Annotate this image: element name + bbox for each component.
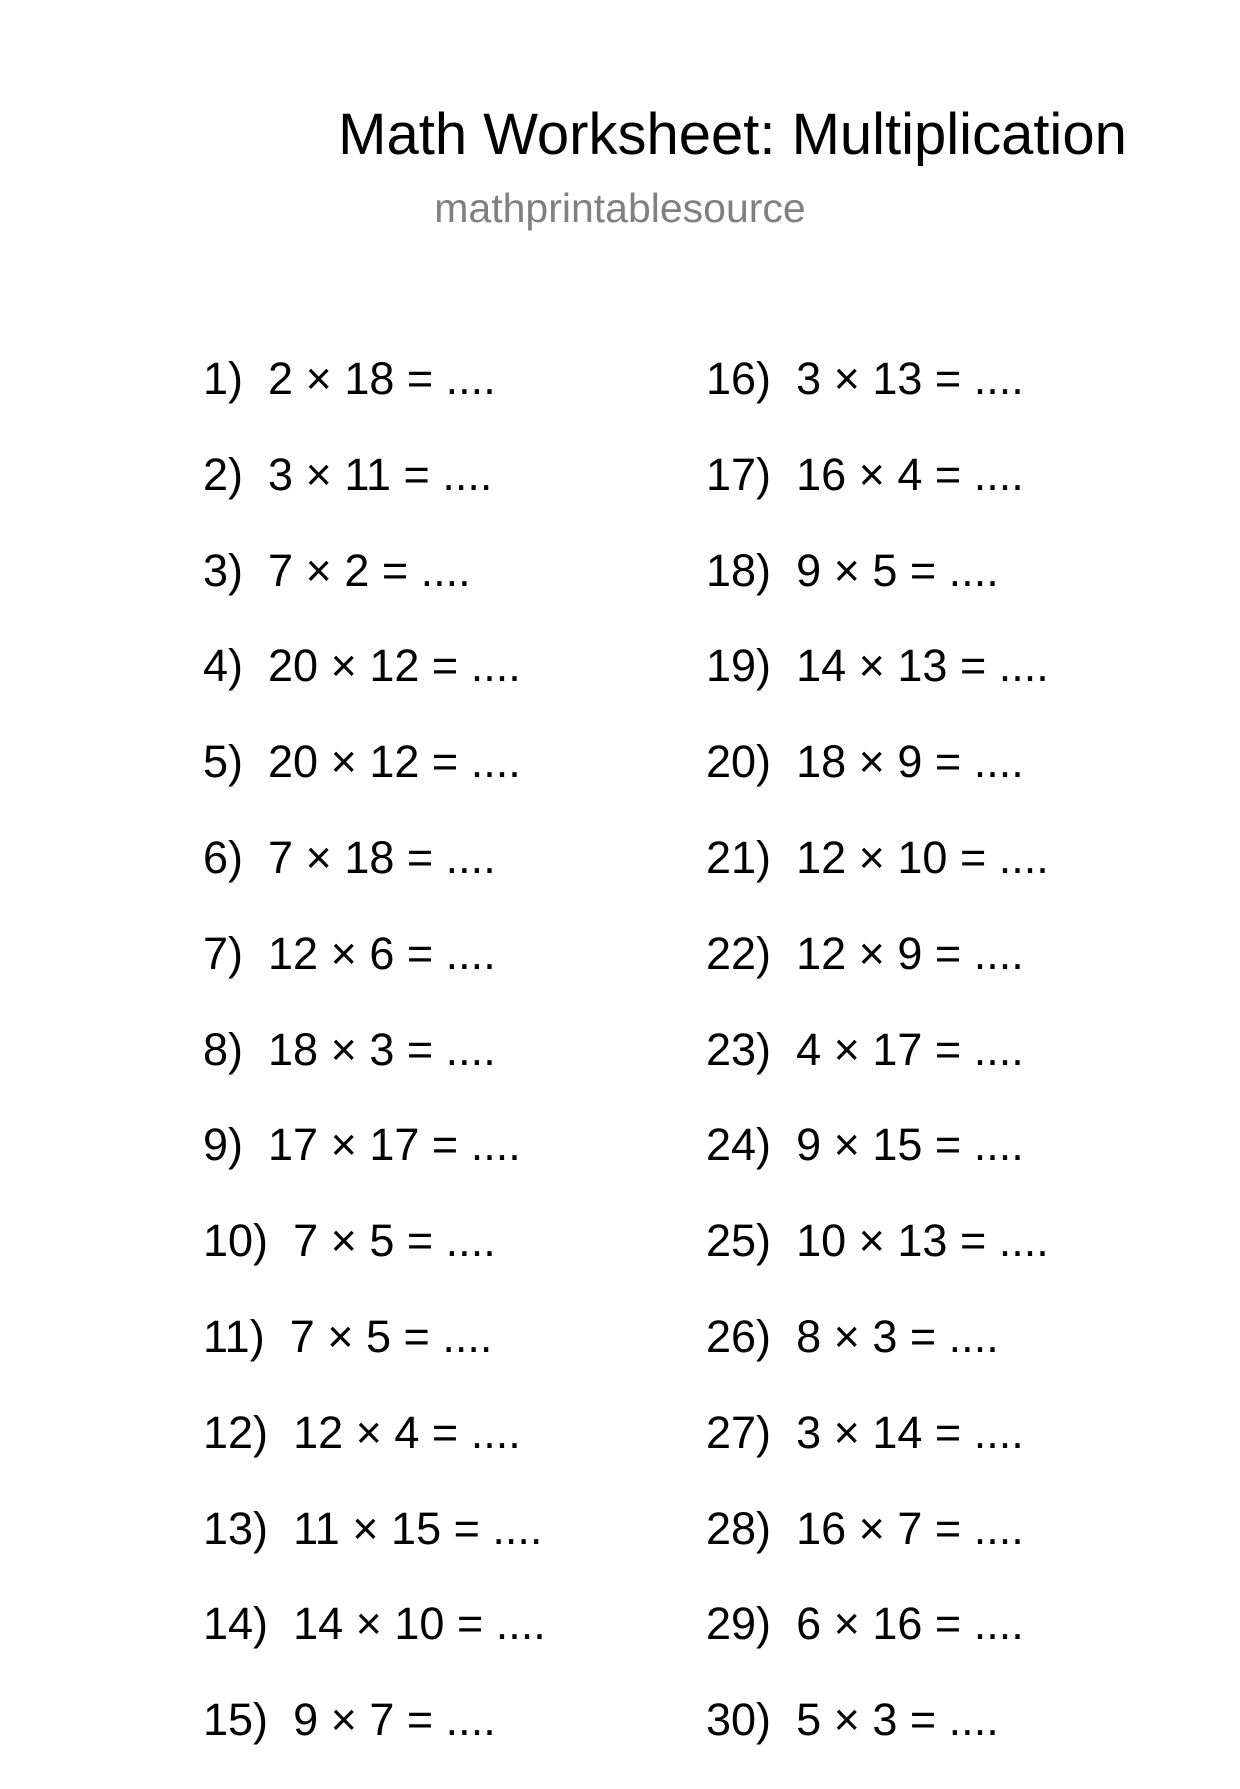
problem-item <box>203 735 546 831</box>
problem-item <box>706 831 1049 927</box>
problem-number: 26) <box>706 1310 772 1362</box>
problem-number: 14) <box>203 1598 269 1650</box>
problem-item <box>203 1023 546 1119</box>
problem-expression: 7 × 5 = .... <box>289 1310 493 1362</box>
problem-expression: 14 × 13 = .... <box>796 640 1049 692</box>
problem-item <box>203 1214 546 1310</box>
problem-item <box>203 1310 546 1406</box>
problem-expression: 16 × 4 = .... <box>796 448 1024 500</box>
problem-item <box>203 544 546 640</box>
problem-number: 20) <box>706 736 772 788</box>
problem-expression: 9 × 5 = .... <box>796 544 999 596</box>
problem-expression: 3 × 13 = .... <box>796 353 1024 404</box>
problem-number: 7) <box>203 927 244 979</box>
problem-number: 18) <box>706 544 772 596</box>
problem-expression: 5 × 3 = .... <box>796 1694 999 1746</box>
problem-expression: 12 × 9 = .... <box>796 927 1024 979</box>
problem-number: 15) <box>203 1694 269 1746</box>
problem-expression: 20 × 12 = .... <box>268 736 521 788</box>
problem-expression: 11 × 15 = .... <box>293 1502 543 1554</box>
problem-item <box>203 927 546 1023</box>
problem-item <box>706 735 1049 831</box>
problem-item <box>706 1023 1049 1119</box>
problem-expression: 6 × 16 = .... <box>796 1598 1024 1650</box>
problem-number: 3) <box>203 544 244 596</box>
problem-number: 6) <box>203 831 244 883</box>
problem-column-right <box>706 352 1049 1789</box>
problem-expression: 3 × 14 = .... <box>796 1406 1024 1458</box>
problem-expression: 8 × 3 = .... <box>796 1310 999 1362</box>
problem-number: 5) <box>203 736 244 788</box>
problem-number: 25) <box>706 1215 772 1267</box>
problem-item <box>706 1310 1049 1406</box>
problem-expression: 4 × 17 = .... <box>796 1023 1024 1075</box>
problem-item <box>706 1214 1049 1310</box>
problem-expression: 7 × 5 = .... <box>293 1215 496 1267</box>
problem-expression: 12 × 6 = .... <box>268 927 496 979</box>
problem-number: 19) <box>706 640 772 692</box>
problem-number: 2) <box>203 448 244 500</box>
problem-number: 1) <box>203 353 244 404</box>
problem-number: 13) <box>203 1502 269 1554</box>
problem-expression: 10 × 13 = .... <box>796 1215 1049 1267</box>
problem-item <box>706 639 1049 735</box>
problem-expression: 18 × 9 = .... <box>796 736 1024 788</box>
problem-item <box>203 352 546 448</box>
problem-expression: 7 × 2 = .... <box>268 544 471 596</box>
problem-number: 4) <box>203 640 244 692</box>
page-title: Math Worksheet: Multiplication <box>338 102 1127 167</box>
problem-expression: 17 × 17 = .... <box>268 1119 521 1171</box>
problem-expression: 2 × 18 = .... <box>268 353 496 404</box>
problem-expression: 7 × 18 = .... <box>268 831 496 883</box>
problem-item <box>706 1406 1049 1502</box>
problem-number: 8) <box>203 1023 244 1075</box>
problem-number: 27) <box>706 1406 772 1458</box>
problem-expression: 18 × 3 = .... <box>268 1023 496 1075</box>
problem-expression: 16 × 7 = .... <box>796 1502 1024 1554</box>
problem-item <box>706 927 1049 1023</box>
problem-number: 21) <box>706 831 772 883</box>
problem-item <box>203 639 546 735</box>
problem-number: 30) <box>706 1694 772 1746</box>
problem-item <box>203 1502 546 1598</box>
problem-expression: 12 × 10 = .... <box>796 831 1049 883</box>
problem-number: 29) <box>706 1598 772 1650</box>
problem-number: 10) <box>203 1215 269 1267</box>
problem-expression: 12 × 4 = .... <box>293 1406 521 1458</box>
problem-number: 24) <box>706 1119 772 1171</box>
problem-item <box>203 1118 546 1214</box>
problem-expression: 9 × 15 = .... <box>796 1119 1024 1171</box>
problem-expression: 20 × 12 = .... <box>268 640 521 692</box>
problem-item <box>203 831 546 927</box>
problem-number: 28) <box>706 1502 772 1554</box>
problem-item <box>706 352 1049 448</box>
problem-number: 16) <box>706 353 772 404</box>
problem-item <box>706 1693 1049 1789</box>
problem-item <box>203 1597 546 1693</box>
problem-item <box>706 1502 1049 1598</box>
problem-number: 17) <box>706 448 772 500</box>
problem-expression: 14 × 10 = .... <box>293 1598 546 1650</box>
problem-item <box>203 1693 546 1789</box>
problem-expression: 9 × 7 = .... <box>293 1694 496 1746</box>
page-subtitle: mathprintablesource <box>434 185 806 231</box>
problem-number: 11) <box>203 1310 265 1362</box>
problem-item <box>706 448 1049 544</box>
problem-column-left <box>203 352 546 1789</box>
problem-expression: 3 × 11 = .... <box>268 448 493 500</box>
problem-number: 23) <box>706 1023 772 1075</box>
problem-item <box>706 544 1049 640</box>
problem-item <box>203 1406 546 1502</box>
problem-item <box>706 1118 1049 1214</box>
problem-number: 12) <box>203 1406 269 1458</box>
problem-number: 9) <box>203 1119 244 1171</box>
problem-number: 22) <box>706 927 772 979</box>
problem-item <box>706 1597 1049 1693</box>
problem-item <box>203 448 546 544</box>
